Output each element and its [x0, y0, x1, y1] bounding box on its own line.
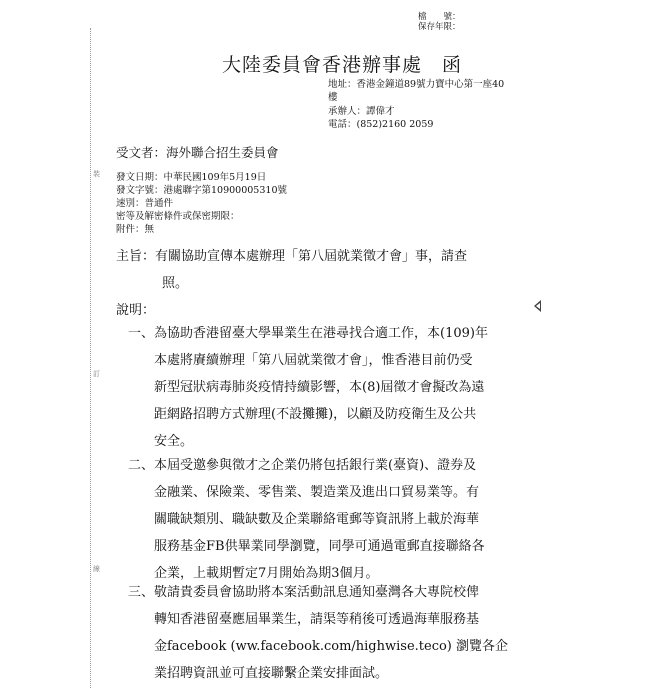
security-level: 密等及解密條件或保密期限： [116, 211, 240, 222]
explanation-item-1 [128, 320, 488, 455]
document-title: 大陸委員會香港辦事處 函 [222, 54, 463, 76]
explanation-label: 說明： [116, 303, 156, 318]
subject-line: 主旨：有關協助宣傳本處辦理「第八屆就業徵才會」事，請查 [116, 249, 468, 264]
speed-category: 速別：普通件 [116, 198, 174, 209]
item-line: 業招聘資訊並可直接聯繫企業安排面試。 [154, 666, 389, 681]
item-line: 本處將賡續辦理「第八屆就業徵才會」，惟香港目前仍受 [154, 353, 473, 368]
item-line: 金facebook (ww.facebook.com/highwise.teco) 瀏覽各企 [154, 639, 509, 654]
item-line: 服務基金FB供畢業同學瀏覽，同學可通過電郵直接聯絡各 [154, 539, 485, 554]
retention-period-label: 保存年限： [418, 22, 461, 32]
collapse-arrow-icon[interactable] [534, 300, 541, 312]
binding-mark: 線 [93, 565, 100, 573]
attachment: 附件：無 [116, 224, 155, 235]
issue-date: 發文日期：中華民國109年5月19日 [116, 172, 267, 183]
item-line: 距網路招聘方式辦理(不設攤攤)，以顧及防疫衛生及公共 [154, 407, 477, 422]
item-line: 金融業、保險業、零售業、製造業及進出口貿易業等。有 [154, 485, 480, 500]
subject-line: 照。 [162, 276, 189, 291]
recipient: 受文者：海外聯合招生委員會 [116, 145, 279, 160]
address-line-1: 地址：香港金鐘道89號力寶中心第一座40 [328, 79, 505, 90]
item-line: 一、為協助香港留臺大學畢業生在港尋找合適工作，本(109)年 [128, 326, 488, 341]
item-line: 二、本屆受邀參與徵才之企業仍將包括銀行業(臺資)、證券及 [128, 458, 477, 473]
item-line: 關職缺類別、職缺數及企業聯絡電郵等資訊將上載於海華 [154, 512, 480, 527]
file-number-label: 檔 號： [418, 12, 461, 22]
item-line: 三、敬請貴委員會協助將本案活動訊息通知臺灣各大專院校俾 [128, 585, 480, 600]
item-line: 新型冠狀病毒肺炎疫情持續影響，本(8)屆徵才會擬改為遠 [154, 380, 485, 395]
item-line: 轉知香港留臺應屆畢業生，請渠等稍後可透過海華服務基 [154, 612, 480, 627]
item-line: 安全。 [154, 434, 194, 449]
document-number: 發文字號：港處聯字第10900005310號 [116, 185, 287, 196]
subject [116, 243, 467, 297]
explanation-item-3 [128, 579, 508, 687]
address-line-2: 樓 [328, 92, 338, 103]
explanation-item-2 [128, 452, 485, 587]
binding-mark: 裝 [93, 170, 100, 178]
binding-line [90, 28, 91, 688]
handler-name: 承辦人：譚偉才 [328, 106, 395, 117]
phone-number: 電話：(852)2160 2059 [328, 119, 434, 130]
binding-mark: 訂 [93, 370, 100, 378]
item-line: 企業，上載期暫定7月開始為期3個月。 [154, 566, 379, 581]
